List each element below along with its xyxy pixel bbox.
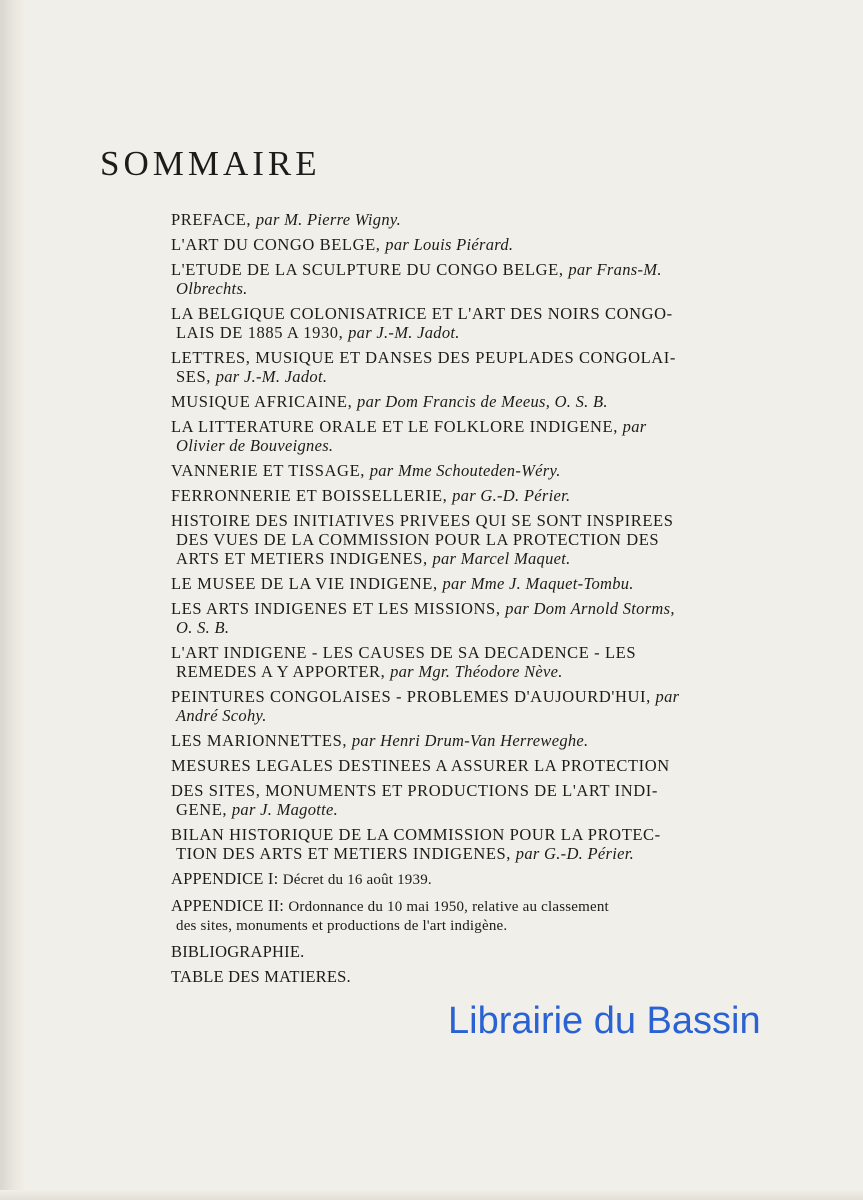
entry-author: par Henri Drum-Van Herreweghe. [351,731,589,750]
toc-entry-mesures [171,756,723,819]
entry-author: par G.-D. Périer. [452,486,571,505]
entry-line2 [171,662,723,681]
entry-title-cont: GENE, [176,800,228,819]
page-edge-shadow [0,0,26,1200]
toc-entry-bilan [171,825,723,863]
toc-appendice-1 [171,869,723,890]
entry-author-cont: André Scohy. [176,706,267,725]
toc-entry-belgique [171,304,723,342]
entry-title: FERRONNERIE ET BOISSELLERIE, [171,486,448,505]
entry-title: LETTRES, MUSIQUE ET DANSES DES PEUPLADES CONGOLAI- [171,348,676,367]
entry-author-cont: Olivier de Bouveignes. [176,436,334,455]
entry-line3 [171,800,723,819]
entry-title: PEINTURES CONGOLAISES - PROBLEMES D'AUJOURD'HUI, [171,687,651,706]
entry-title-cont: TION DES ARTS ET METIERS INDIGENES, [176,844,512,863]
entry-line2 [171,323,723,342]
entry-title: HISTOIRE DES INITIATIVES PRIVEES QUI SE SONT INSPIREES [171,511,674,530]
entry-author: par M. Pierre Wigny. [255,210,402,229]
entry-title: L'ETUDE DE LA SCULPTURE DU CONGO BELGE, [171,260,564,279]
page-bottom-shadow [0,1190,863,1200]
table-of-contents [171,210,723,992]
toc-entry-preface [171,210,723,229]
page-title: SOMMAIRE [100,144,321,183]
entry-author-cont: Olbrechts. [176,279,248,298]
entry-title-cont: SES, [176,367,211,386]
entry-author: par G.-D. Périer. [515,844,635,863]
entry-line2 [171,844,723,863]
entry-author: par Mme J. Maquet-Tombu. [442,574,634,593]
toc-entry-musique [171,392,723,411]
entry-author: par Dom Francis de Meeus, O. S. B. [357,392,608,411]
entry-author: par J.-M. Jadot. [348,323,460,342]
entry-author: par [622,417,647,436]
entry-title: BILAN HISTORIQUE DE LA COMMISSION POUR LA PROTEC- [171,825,661,844]
entry-title-cont: DES VUES DE LA COMMISSION POUR LA PROTECTION DES [176,530,660,549]
entry-title: MUSIQUE AFRICAINE, [171,392,353,411]
toc-entry-art-congo [171,235,723,254]
entry-title: LE MUSEE DE LA VIE INDIGENE, [171,574,438,593]
toc-entry-litterature [171,417,723,455]
appendix-label: APPENDICE I: [171,869,279,888]
appendix-label: APPENDICE II: [171,896,285,915]
toc-entry-lettres [171,348,723,386]
entry-title: LES ARTS INDIGENES ET LES MISSIONS, [171,599,501,618]
appendix-text: Ordonnance du 10 mai 1950, relative au classement [288,899,609,915]
toc-entry-sculpture [171,260,723,298]
entry-title-cont: ARTS ET METIERS INDIGENES, [176,549,428,568]
entry-title-cont: DES SITES, MONUMENTS ET PRODUCTIONS DE L'ART INDI- [171,781,658,800]
entry-title: PREFACE, [171,210,252,229]
entry-author-cont: O. S. B. [176,618,230,637]
entry-title-cont: LAIS DE 1885 A 1930, [176,323,344,342]
entry-title: L'ART DU CONGO BELGE, [171,235,381,254]
entry-author: par Louis Piérard. [385,235,514,254]
entry-author: par J. Magotte. [231,800,339,819]
entry-author: par Marcel Maquet. [432,549,571,568]
watermark-text: Librairie du Bassin [448,1000,761,1042]
entry-title: MESURES LEGALES DESTINEES A ASSURER LA PROTECTION [171,756,670,775]
toc-entry-histoire [171,511,723,568]
toc-entry-marionnettes [171,731,723,750]
entry-author: par Dom Arnold Storms, [505,599,675,618]
entry-author: par [655,687,680,706]
entry-title: LA LITTERATURE ORALE ET LE FOLKLORE INDIGENE, [171,417,618,436]
toc-entry-peintures [171,687,723,725]
entry-title: VANNERIE ET TISSAGE, [171,461,365,480]
entry-title: L'ART INDIGENE - LES CAUSES DE SA DECADENCE - LES [171,643,637,662]
toc-entry-missions [171,599,723,637]
entry-title: LES MARIONNETTES, [171,731,348,750]
entry-title: LA BELGIQUE COLONISATRICE ET L'ART DES NOIRS CONGO- [171,304,673,323]
toc-entry-ferronnerie [171,486,723,505]
entry-author: par Frans-M. [568,260,662,279]
entry-author: par J.-M. Jadot. [215,367,328,386]
entry-title-cont: REMEDES A Y APPORTER, [176,662,386,681]
entry-author: par Mme Schouteden-Wéry. [369,461,561,480]
toc-appendice-2 [171,896,723,936]
toc-entry-vannerie [171,461,723,480]
entry-line3 [171,549,723,568]
appendix-text: Décret du 16 août 1939. [282,872,432,888]
toc-bibliographie: BIBLIOGRAPHIE. [171,942,305,961]
appendix-text-cont: des sites, monuments et productions de l'art indigène. [176,918,508,934]
entry-author: par Mgr. Théodore Nève. [390,662,563,681]
entry-line2 [171,367,723,386]
toc-entry-musee [171,574,723,593]
toc-table-matieres: TABLE DES MATIERES. [171,967,351,986]
toc-entry-decadence [171,643,723,681]
